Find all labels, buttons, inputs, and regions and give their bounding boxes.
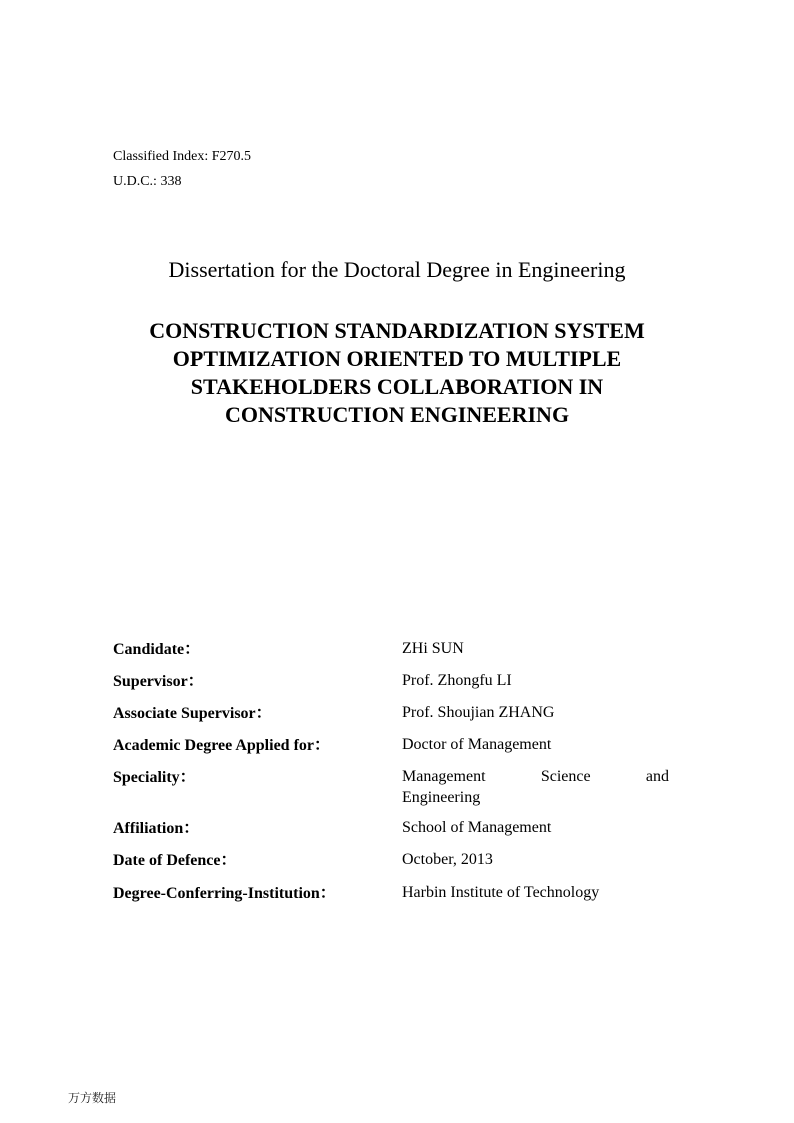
info-value-academic-degree: Doctor of Management [402,736,552,753]
dissertation-title [100,317,694,429]
info-label-supervisor: Supervisor： [113,673,204,690]
classified-index: Classified Index: F270.5 [113,149,252,164]
info-value-affiliation: School of Management [402,819,552,836]
info-value-supervisor: Prof. Zhongfu LI [402,672,512,689]
info-label-affiliation: Affiliation： [113,820,200,837]
degree-heading: Dissertation for the Doctoral Degree in Engineering [168,257,626,282]
title-line: STAKEHOLDERS COLLABORATION IN [190,374,604,399]
info-label-associate-supervisor: Associate Supervisor： [113,705,272,722]
info-value-date-of-defence: October, 2013 [402,851,493,868]
udc-code: U.D.C.: 338 [113,174,182,189]
info-label-institution: Degree-Conferring-Institution： [113,885,336,902]
info-label-candidate: Candidate： [113,641,201,658]
title-line: CONSTRUCTION STANDARDIZATION SYSTEM [149,318,645,343]
info-value-candidate: ZHi SUN [402,640,464,657]
info-label-speciality: Speciality： [113,769,196,786]
info-value-speciality [402,766,669,808]
footer-watermark: 万方数据 [68,1091,117,1105]
title-line: OPTIMIZATION ORIENTED TO MULTIPLE [172,346,622,371]
info-label-academic-degree: Academic Degree Applied for： [113,737,330,754]
info-value-institution: Harbin Institute of Technology [402,884,600,901]
title-line: CONSTRUCTION ENGINEERING [224,402,570,427]
info-label-date-of-defence: Date of Defence： [113,852,237,869]
speciality-line-1: Management Science and [402,768,669,785]
speciality-line-2: Engineering [402,789,481,806]
info-value-associate-supervisor: Prof. Shoujian ZHANG [402,704,555,721]
